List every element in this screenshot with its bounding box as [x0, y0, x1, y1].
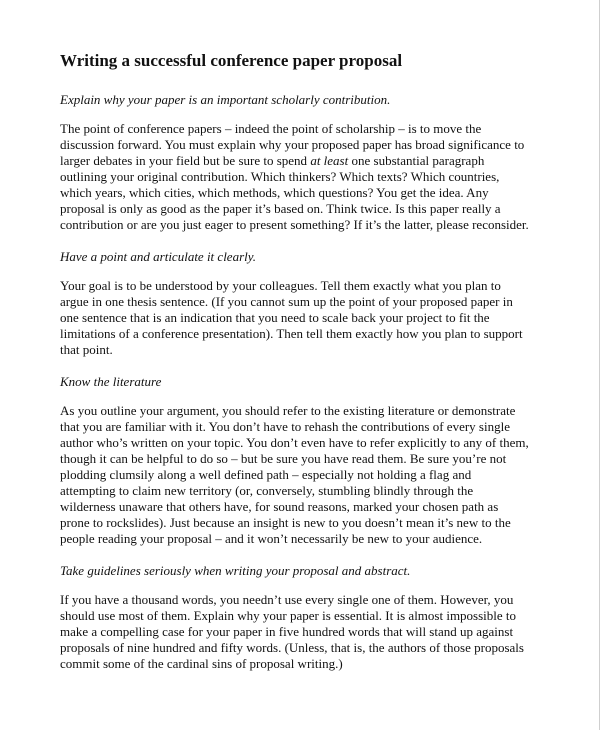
- document-title: Writing a successful conference paper proposal: [60, 51, 403, 70]
- paragraph-text: one substantial paragraph outlining your original contribution. Which thinkers? Which texts? Which countries, which years, which cities, which methods, which questions? You get the idea. Any proposal is only as good as the paper it’s based on. Think twice. Is this paper really a contribution or are you just eager to present something? If it’s the latter, please reconsider.: [60, 153, 529, 232]
- section-heading-contribution: Explain why your paper is an important scholarly contribution.: [60, 92, 391, 107]
- section-paragraph-guidelines: If you have a thousand words, you needn’t use every single one of them. However, you should use most of them. Explain why your paper is essential. It is almost impossible to make a compelling case for your paper in five hundred words that will stand up against proposals of nine hundred and fifty words. (Unless, that is, the authors of those proposals commit some of the cardinal sins of proposal writing.): [60, 592, 524, 671]
- paragraph-text: The point of conference papers – indeed the point of scholarship – is to move the discussion forward. You must explain why your proposed paper has broad significance to larger debates in your field but be sure to spend: [60, 121, 525, 168]
- section-paragraph-point: Your goal is to be understood by your colleagues. Tell them exactly what you plan to argue in one thesis sentence. (If you cannot sum up the point of your proposed paper in one sentence that is an indication that you need to scale back your project to fit the limitations of a conference presentation). Then tell them exactly how you plan to support that point.: [60, 278, 523, 357]
- section-paragraph-contribution: [60, 121, 530, 233]
- section-heading-literature: Know the literature: [60, 374, 162, 389]
- document-content: [60, 50, 530, 687]
- section-heading-guidelines: Take guidelines seriously when writing your proposal and abstract.: [60, 563, 411, 578]
- section-heading-point: Have a point and articulate it clearly.: [60, 249, 257, 264]
- section-paragraph-literature: As you outline your argument, you should refer to the existing literature or demonstrate that you are familiar with it. You don’t have to rehash the contributions of every single author who’s written on your topic. You don’t even have to refer explicitly to any of them, though it can be helpful to do so – but be sure you have read them. Be sure you’re not plodding clumsily along a well defined path – especially not holding a flag and attempting to claim new territory (or, conversely, stumbling blindly through the wilderness unaware that others have, for sound reasons, marked your chosen path as prone to rockslides). Just because an insight is new to you doesn’t mean it’s new to the people reading your proposal – and it won’t necessarily be new to your audience.: [60, 403, 529, 546]
- emphasized-text: at least: [310, 153, 349, 168]
